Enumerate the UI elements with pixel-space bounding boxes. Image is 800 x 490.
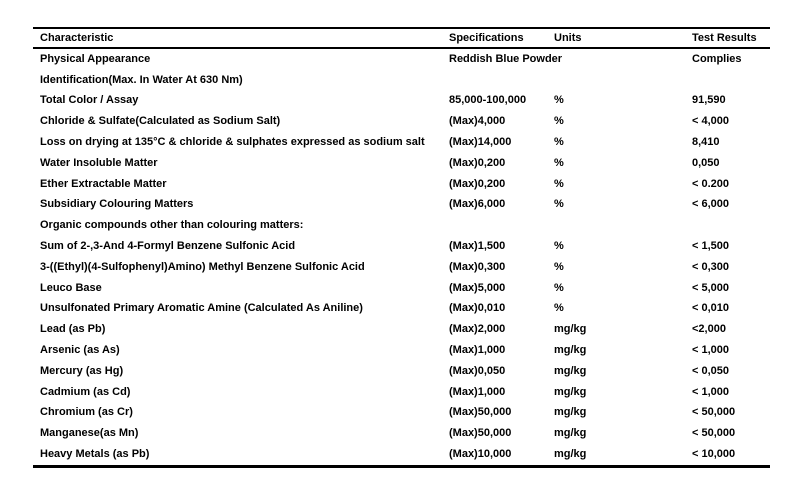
specification-cell: (Max)14,000 xyxy=(449,136,512,149)
characteristic-cell: Organic compounds other than colouring matters: xyxy=(40,219,304,232)
specification-cell: (Max)50,000 xyxy=(449,406,512,419)
table-row xyxy=(33,423,770,444)
characteristic-cell: Identification(Max. In Water At 630 Nm) xyxy=(40,73,243,86)
result-cell: < 1,500 xyxy=(692,240,730,253)
characteristic-cell: Physical Appearance xyxy=(40,52,151,65)
table-row xyxy=(33,382,770,403)
table-body xyxy=(33,49,770,465)
characteristic-cell: Water Insoluble Matter xyxy=(40,156,158,169)
result-cell: < 0,010 xyxy=(692,302,730,315)
table-row xyxy=(33,174,770,195)
result-cell: <2,000 xyxy=(692,323,726,336)
specification-cell: (Max)5,000 xyxy=(449,281,506,294)
characteristic-cell: Chloride & Sulfate(Calculated as Sodium Salt) xyxy=(40,115,281,128)
table-header-row xyxy=(33,29,770,49)
units-cell: % xyxy=(554,156,564,169)
table-row xyxy=(33,299,770,320)
result-cell: 8,410 xyxy=(692,136,720,149)
units-cell: mg/kg xyxy=(554,364,587,377)
result-cell: < 5,000 xyxy=(692,281,730,294)
units-cell: % xyxy=(554,240,564,253)
table-row xyxy=(33,195,770,216)
specification-cell: (Max)0,300 xyxy=(449,260,506,273)
table-row xyxy=(33,319,770,340)
units-cell: mg/kg xyxy=(554,323,587,336)
result-cell: Complies xyxy=(692,52,742,65)
units-cell: % xyxy=(554,94,564,107)
column-header-units: Units xyxy=(554,31,582,44)
characteristic-cell: Unsulfonated Primary Aromatic Amine (Calculated As Aniline) xyxy=(40,302,363,315)
result-cell: < 1,000 xyxy=(692,344,730,357)
characteristic-cell: 3-((Ethyl)(4-Sulfophenyl)Amino) Methyl Benzene Sulfonic Acid xyxy=(40,260,365,273)
column-header-characteristic: Characteristic xyxy=(40,31,114,44)
units-cell: % xyxy=(554,260,564,273)
units-cell: % xyxy=(554,302,564,315)
specification-table xyxy=(33,27,770,468)
units-cell: mg/kg xyxy=(554,406,587,419)
column-header-test-results: Test Results xyxy=(692,31,757,44)
specification-cell: (Max)10,000 xyxy=(449,448,512,461)
characteristic-cell: Loss on drying at 135°C & chloride & sulphates expressed as sodium salt xyxy=(40,136,425,149)
specification-cell: 85,000-100,000 xyxy=(449,94,527,107)
specification-cell: (Max)1,000 xyxy=(449,385,506,398)
units-cell: % xyxy=(554,136,564,149)
characteristic-cell: Leuco Base xyxy=(40,281,102,294)
characteristic-cell: Subsidiary Colouring Matters xyxy=(40,198,194,211)
table-row xyxy=(33,215,770,236)
characteristic-cell: Mercury (as Hg) xyxy=(40,364,124,377)
characteristic-cell: Ether Extractable Matter xyxy=(40,177,167,190)
result-cell: 91,590 xyxy=(692,94,726,107)
characteristic-cell: Manganese(as Mn) xyxy=(40,427,139,440)
characteristic-cell: Arsenic (as As) xyxy=(40,344,120,357)
specification-cell: (Max)0,050 xyxy=(449,364,506,377)
units-cell: % xyxy=(554,177,564,190)
table-row xyxy=(33,444,770,465)
result-cell: < 10,000 xyxy=(692,448,736,461)
result-cell: < 50,000 xyxy=(692,406,736,419)
characteristic-cell: Sum of 2-,3-And 4-Formyl Benzene Sulfonic Acid xyxy=(40,240,296,253)
units-cell: % xyxy=(554,281,564,294)
table-row xyxy=(33,340,770,361)
units-cell: mg/kg xyxy=(554,385,587,398)
specification-cell: (Max)2,000 xyxy=(449,323,506,336)
characteristic-cell: Cadmium (as Cd) xyxy=(40,385,131,398)
characteristic-cell: Total Color / Assay xyxy=(40,94,139,107)
units-cell: % xyxy=(554,115,564,128)
result-cell: < 0,300 xyxy=(692,260,730,273)
table-row xyxy=(33,132,770,153)
specification-cell: (Max)0,200 xyxy=(449,177,506,190)
characteristic-cell: Heavy Metals (as Pb) xyxy=(40,448,150,461)
characteristic-cell: Lead (as Pb) xyxy=(40,323,106,336)
characteristic-cell: Chromium (as Cr) xyxy=(40,406,133,419)
result-cell: 0,050 xyxy=(692,156,720,169)
result-cell: < 0.200 xyxy=(692,177,730,190)
units-cell: mg/kg xyxy=(554,427,587,440)
table-row xyxy=(33,236,770,257)
result-cell: < 1,000 xyxy=(692,385,730,398)
table-row xyxy=(33,49,770,70)
table-row xyxy=(33,278,770,299)
specification-cell: (Max)4,000 xyxy=(449,115,506,128)
specification-cell: (Max)0,010 xyxy=(449,302,506,315)
result-cell: < 4,000 xyxy=(692,115,730,128)
specification-cell: (Max)50,000 xyxy=(449,427,512,440)
result-cell: < 0,050 xyxy=(692,364,730,377)
specification-cell: (Max)1,500 xyxy=(449,240,506,253)
units-cell: mg/kg xyxy=(554,344,587,357)
specification-cell: Reddish Blue Powder xyxy=(449,52,563,65)
table-row xyxy=(33,70,770,91)
table-row xyxy=(33,111,770,132)
result-cell: < 6,000 xyxy=(692,198,730,211)
column-header-specifications: Specifications xyxy=(449,31,524,44)
table-row xyxy=(33,153,770,174)
table-row xyxy=(33,403,770,424)
units-cell: mg/kg xyxy=(554,448,587,461)
specification-cell: (Max)6,000 xyxy=(449,198,506,211)
specification-cell: (Max)0,200 xyxy=(449,156,506,169)
specification-cell: (Max)1,000 xyxy=(449,344,506,357)
table-row xyxy=(33,361,770,382)
table-row xyxy=(33,257,770,278)
table-row xyxy=(33,91,770,112)
result-cell: < 50,000 xyxy=(692,427,736,440)
units-cell: % xyxy=(554,198,564,211)
